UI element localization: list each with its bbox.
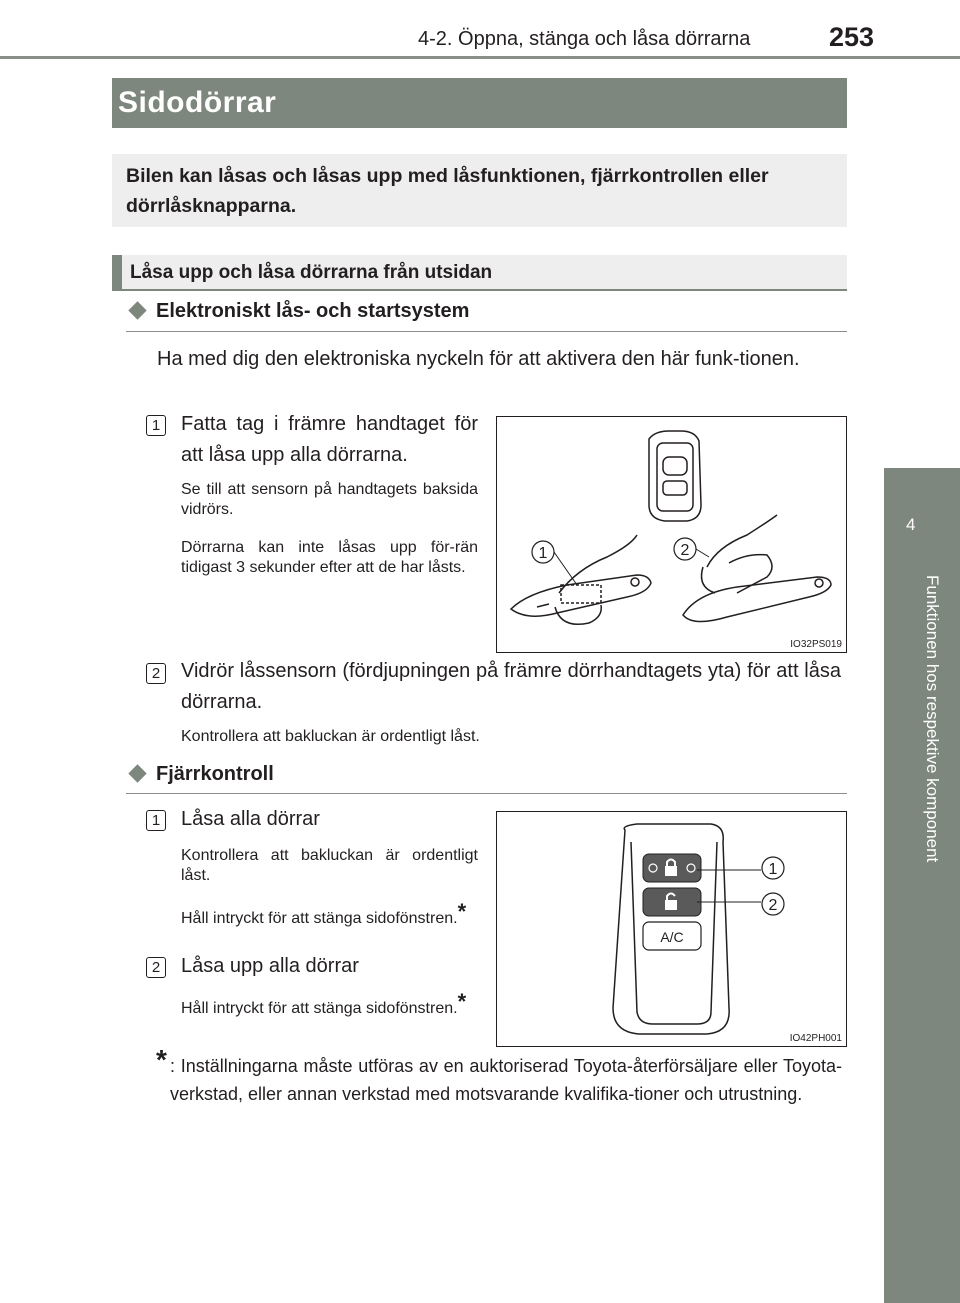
callout-1-marker — [532, 541, 577, 585]
section-rule — [126, 793, 847, 794]
figure1-callout-1: 1 — [538, 545, 548, 562]
remote-step1-text: Låsa alla dörrar — [181, 808, 320, 830]
remote-key-figure — [496, 811, 847, 1047]
section-rule — [126, 331, 847, 332]
diamond-bullet-icon — [128, 764, 146, 782]
footnote-star: * — [457, 989, 467, 1014]
door-handle-right-icon — [680, 515, 831, 622]
footnote-star: * — [457, 899, 467, 924]
remote-step2-note: Håll intryckt för att stänga sidofönstren.* — [181, 989, 467, 1017]
step2-text: Vidrör låssensorn (fördjupningen på främre dörrhandtagets yta) för att låsa dörrarna. — [181, 660, 841, 713]
section-title-remote: Fjärrkontroll — [156, 763, 274, 785]
figure1-code: IO32PS019 — [790, 639, 842, 650]
step1-text: Fatta tag i främre handtaget för att låsa upp alla dörrarna. — [181, 413, 478, 466]
side-tab-label: Funktionen hos respektive komponent — [923, 575, 942, 863]
figure2-code: IO42PH001 — [789, 1033, 842, 1044]
step2-note: Kontrollera att bakluckan är ordentligt låst. — [181, 728, 480, 745]
diamond-bullet-icon — [128, 301, 146, 319]
door-handle-illustration — [497, 417, 846, 652]
step-number-badge: 1 — [146, 415, 166, 436]
footnote-text: : Inställningarna måste utföras av en auktoriserad Toyota-återförsäljare eller Toyota-verkstad, eller annan verkstad med motsvarande kvalifika-tioner och utrustning. — [170, 1056, 842, 1104]
smart-key-icon — [649, 431, 701, 521]
figure1-callout-2: 2 — [680, 542, 690, 559]
footnote-marker: * — [156, 1044, 167, 1075]
remote-step2-text: Låsa upp alla dörrar — [181, 955, 359, 977]
step1-note-2: Dörrarna kan inte låsas upp för-rän tidigast 3 sekunder efter att de har låsts. — [181, 539, 478, 576]
step-number-badge: 1 — [146, 810, 166, 831]
remote-key-illustration — [497, 812, 846, 1046]
door-handle-figure — [496, 416, 847, 653]
section-title-electronic-key: Elektroniskt lås- och startsystem — [156, 300, 470, 322]
callout-2-marker — [762, 893, 784, 915]
side-tab-number: 4 — [906, 515, 916, 534]
callout-2-marker — [674, 538, 709, 560]
subheading-text: Låsa upp och låsa dörrarna från utsidan — [130, 262, 493, 283]
step-number-badge: 2 — [146, 957, 166, 978]
intro-text: Bilen kan låsas och låsas upp med låsfunktionen, fjärrkontrollen eller dörrlåsknapparna. — [126, 165, 769, 217]
header-rule — [0, 56, 960, 59]
remote-step1-note-2: Håll intryckt för att stänga sidofönstren.* — [181, 899, 467, 927]
page-number: 253 — [829, 22, 875, 52]
subheading-accent — [112, 255, 122, 291]
remote-step1-note-1: Kontrollera att bakluckan är ordentligt låst. — [181, 847, 478, 884]
chapter-header: 4-2. Öppna, stänga och låsa dörrarna — [418, 28, 751, 50]
figure2-callout-2: 2 — [768, 897, 778, 914]
ac-button — [643, 922, 701, 950]
ac-button-label: A/C — [660, 929, 684, 945]
figure2-callout-1: 1 — [768, 861, 778, 878]
unlock-button-icon — [643, 888, 701, 916]
lock-button-icon — [643, 854, 701, 882]
callout-1-marker — [762, 857, 784, 879]
page-title: Sidodörrar — [118, 86, 277, 119]
step-number-badge: 2 — [146, 663, 166, 684]
step1-note-1: Se till att sensorn på handtagets baksida vidrörs. — [181, 481, 478, 518]
section1-description: Ha med dig den elektroniska nyckeln för att aktivera den här funk-tionen. — [157, 348, 800, 370]
